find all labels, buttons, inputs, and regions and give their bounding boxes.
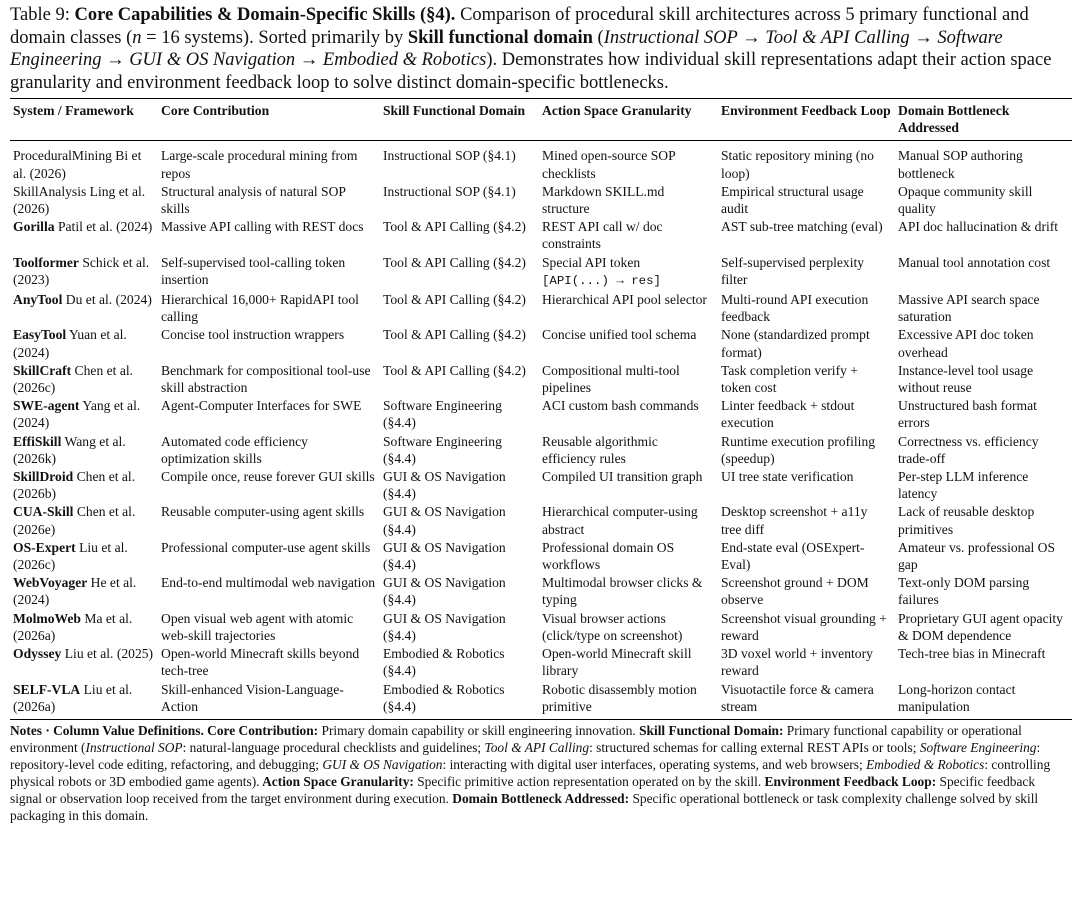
system-citation: ProceduralMining Bi et al. (2026) — [13, 148, 142, 181]
action-text: REST API call w/ doc constraints — [542, 219, 663, 252]
cell-feedback: UI tree state verification — [721, 469, 854, 485]
cell-action — [539, 254, 718, 291]
cell-bottleneck: Per-step LLM inference latency — [898, 469, 1029, 502]
table-caption — [10, 4, 1070, 94]
cell-system — [10, 183, 158, 218]
system-citation: Ma et al. (2026a) — [13, 610, 133, 643]
cell-feedback: Visuotactile force & camera stream — [721, 681, 874, 714]
table-notes — [10, 722, 1070, 824]
caption-sort-key: Skill functional domain — [407, 27, 593, 48]
system-citation: Patil et al. (2024) — [54, 219, 153, 235]
notes-domain-sop: Instructional SOP — [85, 739, 183, 755]
table-row — [10, 468, 1072, 503]
cell-bottleneck: Long-horizon contact manipulation — [898, 681, 1016, 714]
cell-action — [539, 433, 718, 468]
cell-domain: Tool & API Calling (§4.2) — [383, 292, 526, 308]
cell-contribution: Reusable computer-using agent skills — [161, 504, 365, 520]
notes-domain-embodied: Embodied & Robotics — [866, 756, 985, 772]
cell-bottleneck: Excessive API doc token overhead — [898, 327, 1034, 360]
cell-domain: Tool & API Calling (§4.2) — [383, 327, 526, 343]
table-row — [10, 141, 1072, 183]
cell-contribution: Large-scale procedural mining from repos — [161, 148, 358, 181]
cell-action — [539, 503, 718, 538]
cell-system — [10, 141, 158, 183]
cell-domain: Embodied & Robotics (§4.4) — [383, 681, 505, 714]
cell-bottleneck: Proprietary GUI agent opacity & DOM dependence — [898, 610, 1063, 643]
cell-domain: Tool & API Calling (§4.2) — [383, 254, 526, 270]
cell-bottleneck: Tech-tree bias in Minecraft — [898, 646, 1046, 662]
cell-action — [539, 468, 718, 503]
table-row — [10, 362, 1072, 397]
cell-contribution: Open visual web agent with atomic web-skill trajectories — [161, 610, 354, 643]
cell-bottleneck: Opaque community skill quality — [898, 183, 1033, 217]
header-system: System / Framework — [13, 103, 134, 118]
system-citation: Yang et al. (2024) — [13, 398, 141, 431]
action-text: ACI custom bash commands — [542, 398, 699, 414]
caption-n: n — [132, 27, 142, 48]
cell-feedback: Screenshot visual grounding + reward — [721, 610, 887, 643]
notes-value-bottleneck: Specific operational bottleneck or task complexity challenge solved by skill packaging in this domain. — [10, 790, 1039, 823]
cell-contribution: Structural analysis of natural SOP skills — [161, 183, 346, 217]
cell-contribution: Skill-enhanced Vision-Language-Action — [161, 681, 344, 714]
cell-action — [539, 539, 718, 574]
cell-domain: Software Engineering (§4.4) — [383, 433, 502, 466]
table-row — [10, 291, 1072, 326]
notes-title: Notes · Column Value Definitions. — [10, 722, 204, 738]
system-name: AnyTool — [13, 292, 63, 308]
system-name: OS-Expert — [13, 539, 76, 555]
notes-domain-swe: Software Engineering — [919, 739, 1037, 755]
system-name: EasyTool — [13, 327, 67, 343]
cell-bottleneck: Text-only DOM parsing failures — [898, 575, 1030, 608]
cell-action — [539, 362, 718, 397]
cell-bottleneck: Manual SOP authoring bottleneck — [898, 148, 1023, 181]
cell-contribution: Automated code efficiency optimization skills — [161, 433, 308, 466]
cell-bottleneck: Lack of reusable desktop primitives — [898, 504, 1035, 537]
action-text: Concise unified tool schema — [542, 327, 697, 343]
system-citation: Liu et al. (2026c) — [13, 539, 128, 573]
cell-domain: Software Engineering (§4.4) — [383, 398, 502, 431]
cell-system — [10, 433, 158, 468]
cell-action — [539, 645, 718, 680]
system-citation: Chen et al. (2026e) — [13, 504, 136, 537]
notes-value-contribution: Primary domain capability or skill engineering innovation. — [318, 722, 636, 738]
cell-domain: Tool & API Calling (§4.2) — [383, 362, 526, 378]
cell-contribution: Agent-Computer Interfaces for SWE — [161, 398, 362, 414]
cell-system — [10, 254, 158, 291]
table-row — [10, 326, 1072, 361]
table-body — [10, 141, 1072, 720]
cell-system — [10, 645, 158, 680]
system-name: EffiSkill — [13, 433, 62, 449]
table-row — [10, 433, 1072, 468]
notes-domain-tool-def: : structured schemas for calling external REST APIs or tools; — [589, 739, 920, 755]
system-name: SELF-VLA — [13, 681, 81, 697]
table-row — [10, 254, 1072, 291]
system-name: WebVoyager — [13, 575, 88, 591]
cell-feedback: Task completion verify + token cost — [721, 362, 858, 396]
system-citation: Liu et al. (2026a) — [13, 681, 133, 714]
header-action: Action Space Granularity — [542, 103, 692, 118]
action-text: Special API token — [542, 254, 641, 270]
cell-system — [10, 326, 158, 361]
cell-system — [10, 539, 158, 574]
caption-order: Instructional SOP → Tool & API Calling → Software Engineering → GUI & OS Navigation → Embodied & Robotics — [10, 27, 1003, 70]
cell-feedback: Desktop screenshot + a11y tree diff — [721, 504, 868, 537]
system-name: SWE-agent — [13, 398, 80, 414]
cell-feedback: Runtime execution profiling (speedup) — [721, 433, 876, 466]
cell-bottleneck: Unstructured bash format errors — [898, 398, 1037, 431]
cell-action — [539, 610, 718, 645]
notes-domain-swe-def: : repository-level code editing, refactoring, and debugging; — [10, 739, 1041, 772]
cell-system — [10, 291, 158, 326]
cell-bottleneck: Massive API search space saturation — [898, 292, 1040, 325]
cell-system — [10, 362, 158, 397]
system-name: MolmoWeb — [13, 610, 81, 626]
system-citation: Du et al. (2024) — [62, 292, 152, 308]
cell-feedback: Static repository mining (no loop) — [721, 148, 874, 181]
cell-domain: Tool & API Calling (§4.2) — [383, 219, 526, 235]
action-text: Hierarchical API pool selector — [542, 292, 707, 308]
action-text: Open-world Minecraft skill library — [542, 646, 692, 679]
table-row — [10, 681, 1072, 720]
cell-feedback: 3D voxel world + inventory reward — [721, 646, 873, 679]
cell-system — [10, 503, 158, 538]
notes-key-contribution: Core Contribution: — [203, 722, 319, 738]
cell-domain: GUI & OS Navigation (§4.4) — [383, 539, 506, 573]
table-row — [10, 574, 1072, 609]
table-row — [10, 610, 1072, 645]
notes-value-feedback: Specific feedback signal or observation loop received from the target environment during execution. — [10, 773, 1036, 806]
action-text: Robotic disassembly motion primitive — [542, 681, 697, 714]
system-name: Gorilla — [13, 219, 55, 235]
cell-contribution: Concise tool instruction wrappers — [161, 327, 345, 343]
cell-contribution: Open-world Minecraft skills beyond tech-tree — [161, 646, 360, 679]
header-bottleneck: Domain Bottleneck Addressed — [898, 103, 1010, 136]
cell-domain: GUI & OS Navigation (§4.4) — [383, 469, 506, 502]
cell-feedback: Self-supervised perplexity filter — [721, 254, 865, 287]
table-header — [10, 99, 1072, 141]
notes-value-action: Specific primitive action representation operated on by the skill. — [413, 773, 762, 789]
notes-domain-sop-def: : natural-language procedural checklists and guidelines; — [182, 739, 485, 755]
caption-paren: ( — [592, 27, 604, 48]
cell-contribution: Benchmark for compositional tool-use skill abstraction — [161, 362, 371, 396]
cell-action — [539, 397, 718, 432]
cell-contribution: Self-supervised tool-calling token insertion — [161, 254, 346, 287]
cell-system — [10, 218, 158, 253]
header-feedback: Environment Feedback Loop — [721, 103, 891, 118]
system-name: Odyssey — [13, 646, 62, 662]
notes-domain-gui: GUI & OS Navigation — [322, 756, 443, 772]
table-row — [10, 645, 1072, 680]
header-row — [10, 99, 1072, 141]
system-name: SkillCraft — [13, 362, 72, 378]
header-contribution: Core Contribution — [161, 103, 270, 118]
action-text: Hierarchical computer-using abstract — [542, 504, 698, 537]
action-text: Multimodal browser clicks & typing — [542, 575, 703, 608]
cell-system — [10, 610, 158, 645]
system-citation: He et al. (2024) — [13, 575, 137, 608]
skills-table — [10, 98, 1072, 720]
action-text: Visual browser actions (click/type on screenshot) — [542, 610, 683, 643]
system-name: SkillDroid — [13, 469, 74, 485]
cell-action — [539, 291, 718, 326]
cell-feedback: Linter feedback + stdout execution — [721, 398, 855, 431]
table-row — [10, 503, 1072, 538]
cell-action — [539, 218, 718, 253]
cell-contribution: End-to-end multimodal web navigation — [161, 575, 376, 591]
cell-domain: Instructional SOP (§4.1) — [383, 183, 516, 199]
system-citation: Chen et al. (2026c) — [13, 362, 134, 396]
cell-bottleneck: Instance-level tool usage without reuse — [898, 362, 1034, 396]
action-code: [API(...) → res] — [542, 273, 661, 288]
cell-contribution: Professional computer-use agent skills — [161, 539, 371, 555]
system-name: CUA-Skill — [13, 504, 74, 520]
cell-domain: GUI & OS Navigation (§4.4) — [383, 504, 506, 537]
system-citation: Wang et al. (2026k) — [13, 433, 126, 466]
cell-domain: GUI & OS Navigation (§4.4) — [383, 575, 506, 608]
cell-feedback: Empirical structural usage audit — [721, 183, 864, 217]
cell-feedback: Multi-round API execution feedback — [721, 292, 869, 325]
system-name: Toolformer — [13, 254, 79, 270]
action-text: Professional domain OS workflows — [542, 539, 675, 573]
cell-feedback: End-state eval (OSExpert-Eval) — [721, 539, 865, 573]
notes-domain-tool: Tool & API Calling — [484, 739, 590, 755]
system-citation: Chen et al. (2026b) — [13, 469, 136, 502]
action-text: Reusable algorithmic efficiency rules — [542, 433, 658, 466]
cell-bottleneck: API doc hallucination & drift — [898, 219, 1059, 235]
cell-system — [10, 468, 158, 503]
system-citation: Yuan et al. (2024) — [13, 327, 127, 360]
cell-feedback: None (standardized prompt format) — [721, 327, 870, 360]
action-text: Compositional multi-tool pipelines — [542, 362, 680, 396]
cell-bottleneck: Amateur vs. professional OS gap — [898, 539, 1056, 573]
notes-key-feedback: Environment Feedback Loop: — [761, 773, 937, 789]
cell-system — [10, 397, 158, 432]
cell-system — [10, 574, 158, 609]
notes-value-domain: Primary functional capability or operational environment ( — [10, 722, 1022, 755]
table-row — [10, 539, 1072, 574]
table-row — [10, 397, 1072, 432]
cell-contribution: Compile once, reuse forever GUI skills — [161, 469, 375, 485]
action-text: Markdown SKILL.md structure — [542, 183, 665, 217]
cell-action — [539, 681, 718, 720]
cell-domain: GUI & OS Navigation (§4.4) — [383, 610, 506, 643]
cell-contribution: Massive API calling with REST docs — [161, 219, 364, 235]
table-label: Table 9: — [10, 5, 70, 25]
table-row — [10, 183, 1072, 218]
notes-key-domain: Skill Functional Domain: — [635, 722, 784, 738]
cell-feedback: AST sub-tree matching (eval) — [721, 219, 883, 235]
cell-bottleneck: Correctness vs. efficiency trade-off — [898, 433, 1039, 466]
cell-action — [539, 574, 718, 609]
caption-text-3: ). Demonstrates how individual skill representations adapt their action space granularity and environment feedback loop to solve distinct domain-specific bottlenecks. — [10, 50, 1052, 93]
cell-domain: Instructional SOP (§4.1) — [383, 148, 516, 164]
system-citation: SkillAnalysis Ling et al. (2026) — [13, 183, 146, 217]
notes-key-action: Action Space Granularity: — [259, 773, 414, 789]
action-text: Mined open-source SOP checklists — [542, 148, 676, 181]
cell-action — [539, 326, 718, 361]
caption-text: Comparison of procedural skill architectures across 5 primary functional and domain classes ( — [10, 5, 1029, 48]
system-citation: Schick et al. (2023) — [13, 254, 150, 287]
cell-action — [539, 141, 718, 183]
header-domain: Skill Functional Domain — [383, 103, 526, 118]
cell-system — [10, 681, 158, 720]
cell-action — [539, 183, 718, 218]
notes-domain-embodied-def: : controlling physical robots or 3D embodied game agents). — [10, 756, 1051, 789]
cell-feedback: Screenshot ground + DOM observe — [721, 575, 869, 608]
cell-domain: Embodied & Robotics (§4.4) — [383, 646, 505, 679]
cell-bottleneck: Manual tool annotation cost — [898, 254, 1051, 270]
table-row — [10, 218, 1072, 253]
action-text: Compiled UI transition graph — [542, 469, 703, 485]
notes-domain-gui-def: : interacting with digital user interfaces, operating systems, and web browsers; — [442, 756, 867, 772]
system-citation: Liu et al. (2025) — [61, 646, 154, 662]
table-title: Core Capabilities & Domain-Specific Skills (§4). — [74, 5, 456, 25]
notes-key-bottleneck: Domain Bottleneck Addressed: — [448, 790, 630, 806]
caption-text-2: = 16 systems). Sorted primarily by — [141, 27, 408, 48]
cell-contribution: Hierarchical 16,000+ RapidAPI tool calling — [161, 292, 359, 325]
